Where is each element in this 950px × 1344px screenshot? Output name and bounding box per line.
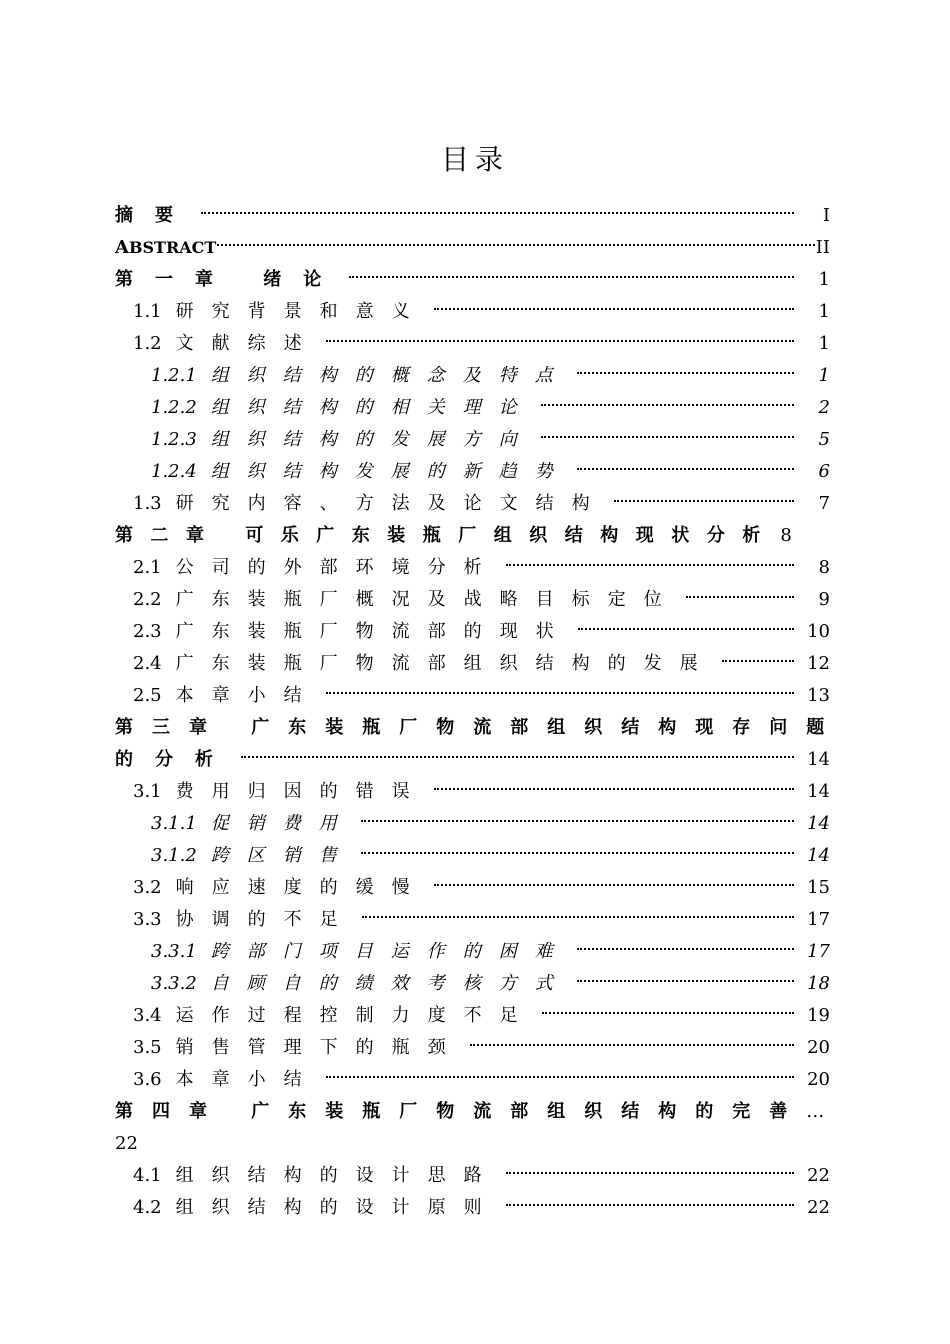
dot-leader	[577, 468, 794, 470]
toc-entry-section[interactable]	[115, 648, 830, 680]
toc-entry-number: 1.2.3	[151, 429, 197, 450]
toc-entry-section[interactable]	[115, 296, 830, 328]
toc-entry-number: 1.3	[133, 493, 162, 514]
dot-leader	[614, 500, 794, 502]
dot-leader	[577, 948, 794, 950]
toc-entry-number: 2.4	[133, 653, 162, 674]
toc-entry-page: 10	[807, 621, 830, 642]
toc-entry-section[interactable]	[115, 1032, 830, 1064]
dot-leader	[470, 1044, 794, 1046]
toc-entry-page: 14	[807, 781, 830, 802]
toc-entry-number: 3.1.2	[151, 845, 197, 866]
toc-entry-page: 9	[818, 589, 830, 610]
toc-entry-label: 费用归因的错误	[175, 781, 428, 802]
toc-entry-section[interactable]	[115, 328, 830, 360]
toc-entry-page: 1	[818, 301, 830, 322]
toc-entry-section[interactable]	[115, 584, 830, 616]
toc-entry-label: 第一章 绪论	[115, 269, 344, 290]
dot-leader	[326, 1076, 794, 1078]
toc-entry-section[interactable]	[115, 1160, 830, 1192]
toc-entry-abstract-en[interactable]	[115, 232, 830, 264]
toc-entry-label-cap: A	[115, 237, 129, 258]
toc-entry-page: 14	[807, 813, 830, 834]
toc-entry-section[interactable]	[115, 552, 830, 584]
toc-entry-page: 20	[807, 1037, 830, 1058]
toc-entry-page: 8	[818, 557, 830, 578]
toc-entry-label: 组织结构的设计原则	[175, 1197, 500, 1218]
toc-entry-page: 14	[807, 845, 830, 866]
dot-leader	[361, 820, 794, 822]
toc-entry-page: 20	[807, 1069, 830, 1090]
toc-entry-subsection[interactable]	[115, 424, 830, 456]
toc-entry-number: 3.3.1	[151, 941, 197, 962]
toc-entry-number: 2.3	[133, 621, 162, 642]
toc-entry-page: 5	[818, 429, 830, 450]
dot-leader	[326, 340, 794, 342]
toc-entry-page: 17	[807, 941, 830, 962]
toc-entry-number: 3.4	[133, 1005, 162, 1026]
toc-entry-section[interactable]	[115, 488, 830, 520]
toc-entry-subsection[interactable]	[115, 360, 830, 392]
dot-leader	[326, 692, 794, 694]
toc-entry-number: 3.6	[133, 1069, 162, 1090]
dot-leader	[577, 980, 794, 982]
toc-entry-chapter-4-line-1[interactable]	[115, 1096, 830, 1128]
dot-leader	[201, 212, 794, 214]
toc-entry-number: 3.1	[133, 781, 162, 802]
toc-entry-label: 组织结构的发展方向	[210, 429, 535, 450]
toc-entry-page: 1	[818, 333, 830, 354]
toc-entry-label	[115, 232, 216, 264]
toc-entry-number: 2.2	[133, 589, 162, 610]
toc-entry-label: 的分析	[115, 749, 235, 770]
dot-leader	[577, 372, 794, 374]
toc-entry-section[interactable]	[115, 872, 830, 904]
toc-entry-number: 4.2	[133, 1197, 162, 1218]
toc-entry-number: 4.1	[133, 1165, 162, 1186]
toc-entry-number: 1.1	[133, 301, 162, 322]
dot-leader	[541, 436, 794, 438]
toc-entry-subsection[interactable]	[115, 936, 830, 968]
toc-entry-number: 1.2	[133, 333, 162, 354]
toc-entry-label: 摘要	[115, 205, 195, 226]
toc-entry-label: 组织结构发展的新趋势	[210, 461, 571, 482]
toc-entry-label: 第二章 可乐广东装瓶厂组织结构现状分析	[115, 525, 778, 546]
dot-leader	[217, 244, 814, 246]
dot-leader	[362, 916, 794, 918]
toc-entry-subsection[interactable]	[115, 840, 830, 872]
toc-entry-label: 跨区销售	[210, 845, 355, 866]
toc-entry-number: 3.3	[133, 909, 162, 930]
dot-leader	[434, 788, 794, 790]
toc-entry-label-rest: BSTRACT	[128, 238, 217, 257]
toc-entry-label: 公司的外部环境分析	[175, 557, 500, 578]
toc-entry-number: 2.5	[133, 685, 162, 706]
toc-entry-label: 协调的不足	[175, 909, 356, 930]
toc-entry-section[interactable]	[115, 776, 830, 808]
toc-entry-section[interactable]	[115, 1064, 830, 1096]
toc-entry-label: 响应速度的缓慢	[175, 877, 428, 898]
toc-entry-label: 广东装瓶厂物流部的现状	[175, 621, 572, 642]
toc-entry-label: 研究背景和意义	[175, 301, 428, 322]
toc-entry-page: 8	[780, 525, 792, 546]
toc-entry-section[interactable]	[115, 1000, 830, 1032]
dot-leader	[506, 564, 794, 566]
toc-entry-page: 1	[818, 269, 830, 290]
toc-entry-label: 第四章 广东装瓶厂物流部组织结构的完善	[115, 1101, 807, 1122]
toc-entry-label: 销售管理下的瓶颈	[175, 1037, 464, 1058]
toc-entry-label: 自顾自的绩效考核方式	[210, 973, 571, 994]
toc-entry-number: 3.5	[133, 1037, 162, 1058]
dot-leader	[361, 852, 794, 854]
dot-leader	[541, 404, 794, 406]
toc-entry-page: 18	[807, 973, 830, 994]
toc-entry-number: 2.1	[133, 557, 162, 578]
toc-entry-page: I	[822, 205, 830, 226]
toc-entry-page: 19	[807, 1005, 830, 1026]
dot-leader	[686, 596, 794, 598]
toc-entry-subsection[interactable]	[115, 808, 830, 840]
toc-entry-label: 研究内容、方法及论文结构	[175, 493, 608, 514]
toc-entry-chapter-1[interactable]	[115, 264, 830, 296]
dot-leader	[506, 1204, 794, 1206]
toc-entry-label: 组织结构的概念及特点	[210, 365, 571, 386]
toc-entry-section[interactable]	[115, 616, 830, 648]
toc-entry-number: 3.2	[133, 877, 162, 898]
toc-entry-label: 促销费用	[210, 813, 355, 834]
toc-entry-label: 组织结构的相关理论	[210, 397, 535, 418]
toc-entry-page: 22	[807, 1165, 830, 1186]
toc-entry-label: 运作过程控制力度不足	[175, 1005, 536, 1026]
toc-entry-label: 文献综述	[175, 333, 320, 354]
toc-entry-subsection[interactable]	[115, 968, 830, 1000]
toc-entry-number: 3.3.2	[151, 973, 197, 994]
dot-leader	[434, 884, 794, 886]
toc-entry-section[interactable]	[115, 1192, 830, 1224]
toc-entry-page: 22	[807, 1197, 830, 1218]
table-of-contents	[115, 200, 844, 1224]
toc-entry-number: 1.2.1	[151, 365, 197, 386]
toc-entry-chapter-3-line-1[interactable]: 第三章 广东装瓶厂物流部组织结构现存问题	[115, 717, 844, 738]
dot-leader	[241, 756, 794, 758]
toc-entry-page: 12	[807, 653, 830, 674]
toc-entry-page: 15	[807, 877, 830, 898]
toc-entry-label: 组织结构的设计思路	[175, 1165, 500, 1186]
toc-entry-chapter-3-line-2[interactable]	[115, 744, 830, 776]
dot-leader	[506, 1172, 794, 1174]
toc-entry-page: 2	[818, 397, 830, 418]
toc-entry-page: 6	[818, 461, 830, 482]
dot-leader	[542, 1012, 794, 1014]
toc-entry-page: 1	[818, 365, 830, 386]
toc-entry-subsection[interactable]	[115, 392, 830, 424]
toc-entry-label: 跨部门项目运作的困难	[210, 941, 571, 962]
toc-entry-label: 本章小结	[175, 1069, 320, 1090]
dot-leader	[349, 276, 794, 278]
toc-entry-label: 广东装瓶厂概况及战略目标定位	[175, 589, 680, 610]
toc-entry-abstract-cn[interactable]	[115, 200, 830, 232]
toc-entry-number: 1.2.4	[151, 461, 197, 482]
toc-entry-page: II	[815, 237, 830, 258]
dot-leader	[722, 660, 794, 662]
toc-entry-chapter-2[interactable]	[115, 520, 830, 552]
toc-entry-number: 3.1.1	[151, 813, 197, 834]
toc-entry-ellipsis: …	[806, 1101, 827, 1122]
toc-entry-number: 1.2.2	[151, 397, 197, 418]
toc-entry-subsection[interactable]	[115, 456, 830, 488]
page-title: 目录	[440, 143, 509, 176]
dot-leader	[434, 308, 794, 310]
toc-entry-page: 7	[818, 493, 830, 514]
toc-entry-label: 本章小结	[175, 685, 320, 706]
dot-leader	[578, 628, 794, 630]
toc-entry-page: 13	[807, 685, 830, 706]
toc-entry-chapter-4-line-2: 22	[115, 1133, 138, 1154]
toc-entry-label: 广东装瓶厂物流部组织结构的发展	[175, 653, 716, 674]
toc-entry-page: 17	[807, 909, 830, 930]
toc-entry-section[interactable]	[115, 904, 830, 936]
toc-entry-page: 14	[807, 749, 830, 770]
toc-entry-section[interactable]	[115, 680, 830, 712]
